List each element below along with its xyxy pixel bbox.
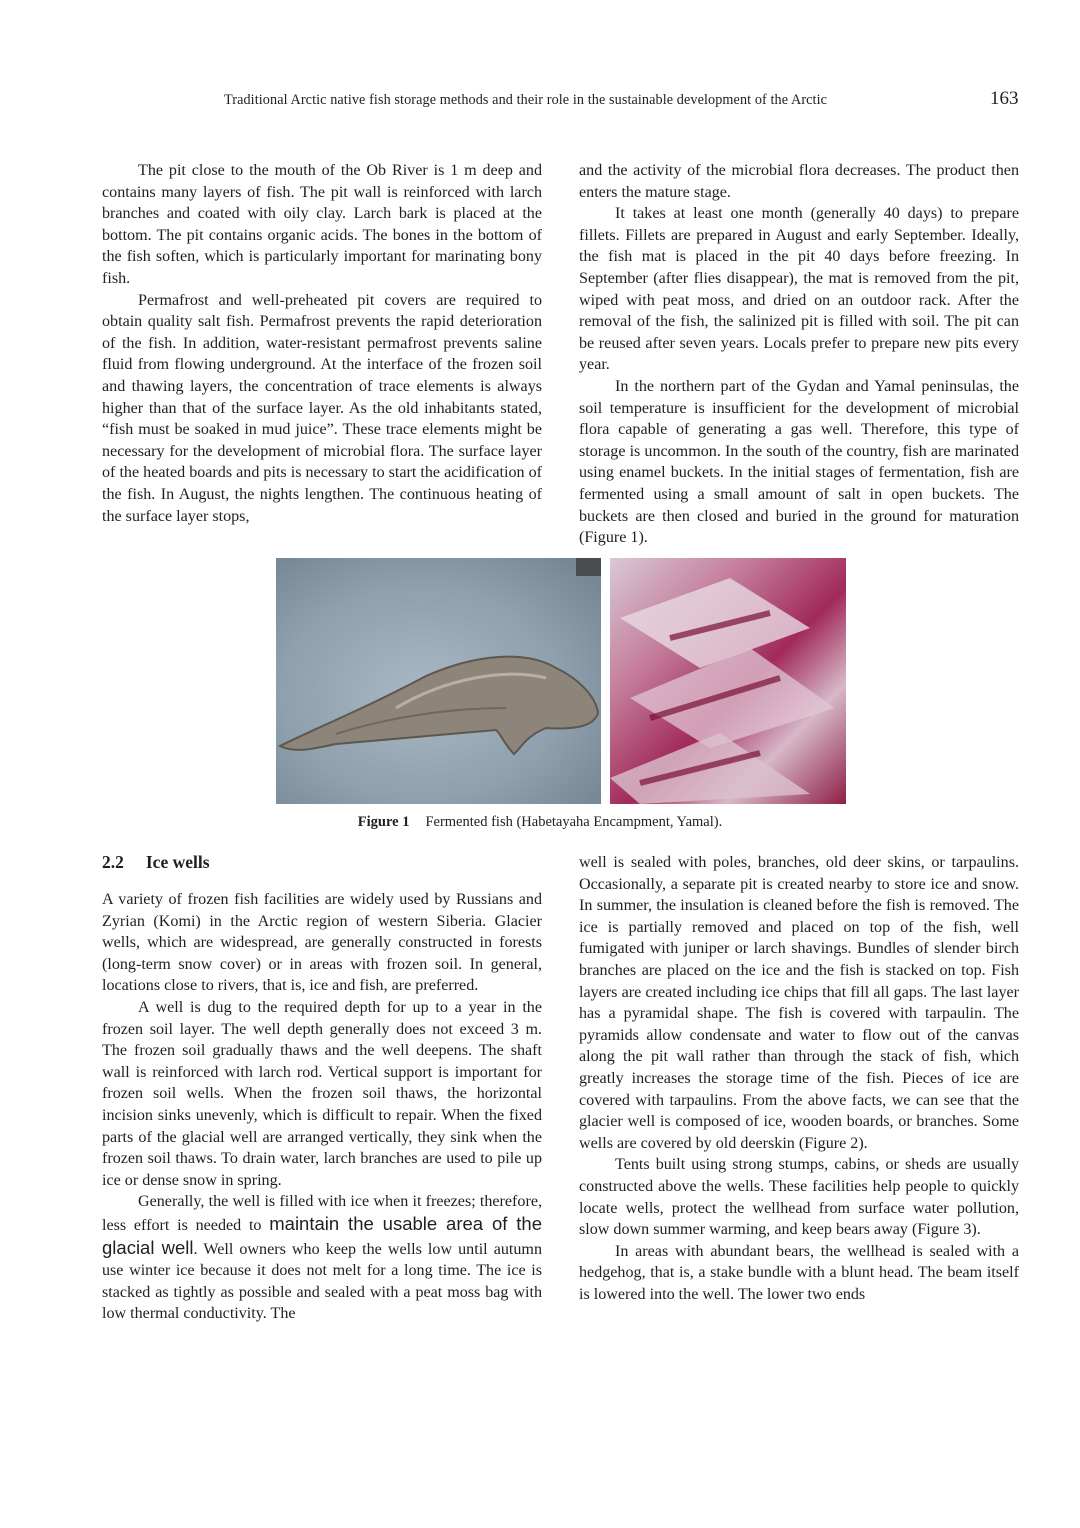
paragraph: Tents built using strong stumps, cabins, or sheds are usually constructed above the wells. These facilities help people to quickly locate wells, protect the wellhead from surface water pollution, slow down summer warming, and keep bears away (Figure 3). (579, 1156, 1019, 1239)
section-heading (102, 852, 210, 873)
paragraph (102, 1191, 542, 1325)
fermented-fish-photo (276, 558, 601, 804)
section-title: Ice wells (145, 852, 210, 872)
column-top-right (579, 160, 1019, 549)
paragraph: In the northern part of the Gydan and Yamal peninsulas, the soil temperature is insufficient for the development of microbial flora capable of generating a gas well. Therefore, this type of storage is uncommon. In the south of the country, fish are marinated using enamel buckets. In the initial stages of fermentation, fish are fermented using a small amount of salt in open buckets. The buckets are then closed and buried in the ground for maturation (Figure 1). (579, 377, 1019, 547)
page-number: 163 (990, 88, 1019, 109)
paragraph: well is sealed with poles, branches, old deer skins, or tarpaulins. Occasionally, a separate pit is created nearby to store ice and snow. In summer, the insulation is cleaned before the fish is removed. The ice is partially removed and placed on top of the fish, well fumigated with juniper or larch shavings. Bundles of slender birch branches are placed on the ice and the fish is stacked on top. Fish layers are created including ice chips that fill all gaps. The last layer has a pyramidal shape. The fish is covered with tarpaulin. The pyramids allow condensate and water to flow out of the canvas along the pit wall rather than through the stack of fish, which greatly increases the storage time of the fish. Pieces of ice are covered with tarpaulins. From the above facts, we can see that the glacier well is composed of ice, wooden boards, or branches. Some wells are covered by old deerskin (Figure 2). (579, 854, 1019, 1152)
figure-caption-text: Fermented fish (Habetayaha Encampment, Yamal). (425, 814, 723, 830)
figure-1 (276, 558, 846, 804)
page-header (0, 88, 1080, 114)
paragraph: and the activity of the microbial flora decreases. The product then enters the mature stage. (579, 162, 1019, 201)
fillets-illustration (610, 558, 846, 804)
paragraph: The pit close to the mouth of the Ob River is 1 m deep and contains many layers of fish. The pit wall is reinforced with larch branches and coated with oily clay. Larch bark is placed at the bottom. The pit contains organic acids. The bones in the bottom of the fish soften, which is particularly important for marinating bony fish. (102, 162, 542, 287)
fish-illustration (276, 558, 601, 804)
column-top-left (102, 160, 542, 527)
section-number: 2.2 (102, 852, 124, 872)
figure-caption (0, 814, 1080, 831)
paragraph: In areas with abundant bears, the wellhead is sealed with a hedgehog, that is, a stake bundle with a blunt head. The beam itself is lowered into the well. The lower two ends (579, 1242, 1019, 1303)
paragraph: A variety of frozen fish facilities are widely used by Russians and Zyrian (Komi) in the Arctic region of western Siberia. Glacier wells, which are widespread, are generally constructed in forests (long-term snow cover) or in areas with frozen soil. In general, locations close to rivers, that is, ice and fish, are preferred. (102, 891, 542, 995)
text-run-sans: maintain the usable area of the glacial well (102, 1212, 542, 1258)
paragraph: Permafrost and well-preheated pit covers are required to obtain quality salt fish. Permafrost prevents the rapid deterioration of the fish. In addition, water-resistant permafrost prevents saline fluid from flowing underground. At the interface of the frozen soil and thawing layers, the concentration of trace elements is always higher than that of the surface layer. As the old inhabitants stated, “fish must be soaked in mud juice”. These trace elements might be necessary for the development of microbial flora. The surface layer of the heated boards and pits is necessary to start the acidification of the fish. In August, the nights lengthen. The continuous heating of the surface layer stops, (102, 291, 542, 525)
column-bottom-right (579, 852, 1019, 1305)
paragraph: It takes at least one month (generally 40 days) to prepare fillets. Fillets are prepared in August and early September. Ideally, the fish mat is placed in the pit 40 days before freezing. In September (after flies disappear), the mat is removed from the pit, wiped with peat moss, and dried on an outdoor rack. After the removal of the fish, the salinized pit is filled with soil. The pit can be reused after seven years. Locals prefer to prepare new pits every year. (579, 205, 1019, 374)
running-title: Traditional Arctic native fish storage methods and their role in the sustainable development of the Arctic (224, 92, 828, 108)
figure-label: Figure 1 (357, 814, 410, 830)
fish-fillets-photo (610, 558, 846, 804)
column-bottom-left (102, 889, 542, 1325)
paragraph: A well is dug to the required depth for up to a year in the frozen soil layer. The well depth generally does not exceed 3 m. The frozen soil gradually thaws and the well deepens. The shaft wall is reinforced with larch rod. Vertical support is important for frozen soil wells. When the frozen soil thaws, the horizontal incision sinks unevenly, which is difficult to repair. When the fixed parts of the glacial well are arranged vertically, they sink when the frozen soil thaws. To drain water, larch branches are used to pile up ice or dense snow in spring. (102, 998, 542, 1189)
text-run: Generally, the well is filled with ice when it freezes; therefore, less effort is needed to (102, 1193, 542, 1234)
text-run: . Well owners who keep the wells low until autumn use winter ice because it does not melt for a long time. The ice is stacked as tightly as possible and sealed with a peat moss bag with low thermal conductivity. The (102, 1240, 542, 1323)
